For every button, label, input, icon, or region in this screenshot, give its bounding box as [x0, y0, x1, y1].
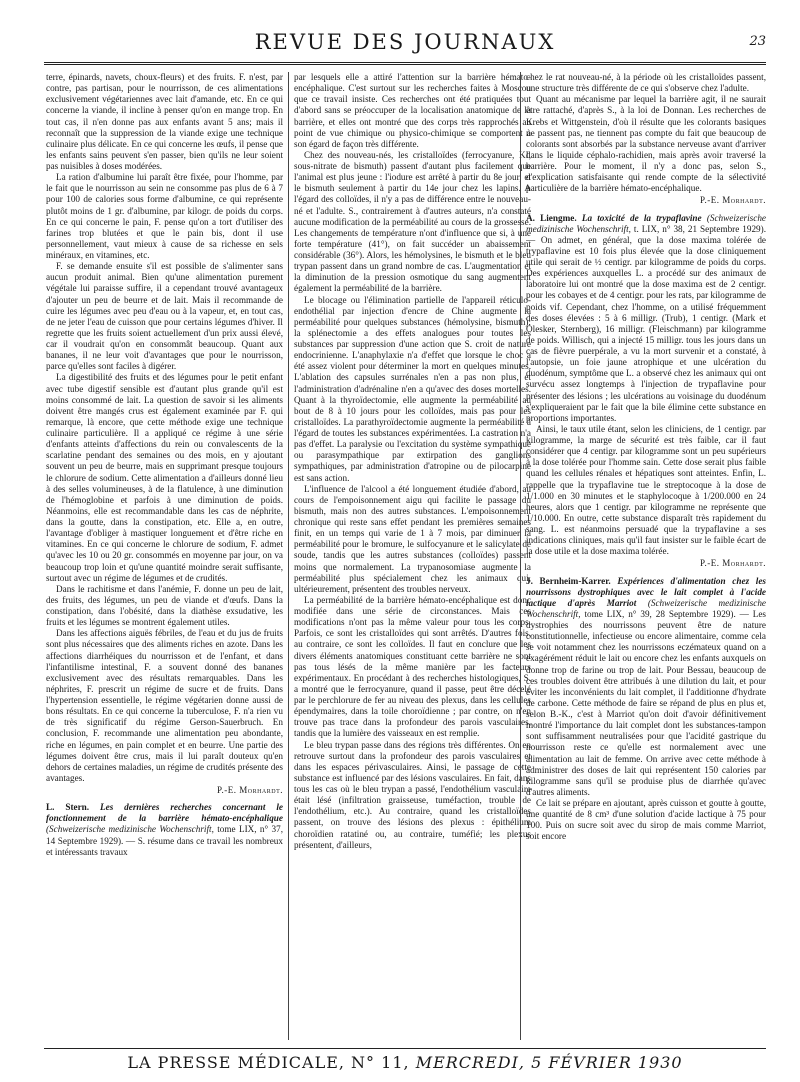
signature: P.-E. Morhardt. — [699, 558, 766, 569]
page-footer — [44, 1048, 766, 1073]
article-journal: (Schweizerische medizinische Wochenschrift, — [46, 824, 214, 835]
paragraph: L'influence de l'alcool a été longuement étudiée d'abord, au cours de l'empoisonnement aigu qui facilite le passage du bismuth, mais non des autres substances. L'empoisonnement chronique qui reste sans effet pendant les premières semaines finit, en un temps qui varie de 1 à 7 mois, par diminuer la perméabilité pour le bromure, le sulfocyanure et le salicylate de soude, tandis que les autres substances (colloïdes) passent moins que normalement. La trypanosomiase augmente la perméabilité plus spécialement chez les animaux qui, ultérieurement, présentent des troubles nerveux. — [294, 483, 531, 594]
paragraph: par lesquels elle a attiré l'attention sur la barrière hémato-encéphalique. C'est surtout sur les recherches faites à Moscou que ce travail insiste. Ces recherches ont été pratiquées tout d'abord sans se préoccuper de la localisation anatomique de la barrière, et elles ont montré que des corps très rapprochés au point de vue chimique ou physico-chimique se comportent à son égard de façon très différente. — [294, 72, 531, 149]
paragraph: Dans le rachitisme et dans l'anémie, F. donne un peu de lait, des fruits, des légumes, un peu de viande et d'œufs. Dans la constipation, dans l'obésité, dans la diathèse exsudative, les fruits et les légumes se montrent également utiles. — [46, 583, 283, 628]
paragraph: Le bleu trypan passe dans des régions très différentes. On en retrouve surtout dans la profondeur des parois vasculaires et dans les espaces périvasculaires. Ainsi, le passage de cette substance est influencé par des lésions vasculaires. En fait, dans tous les cas où le bleu trypan a passé, l'endothélium vasculaire était lésé (infiltration graisseuse, tuméfaction, trouble de l'endothélium, etc.). Au contraire, quand les cristalloïdes passent, on trouve des lésions des plexus : épithélium choroïdien ratatiné ou, au contraire, tuméfié; les plexus présentent, d'ailleurs, — [294, 739, 531, 850]
page-number: 23 — [749, 34, 766, 49]
article-body: t. LIX, n° 38, 21 Septembre 1929). — On admet, en général, que la dose maxima tolérée de trypaflavine est 10 fois plus élevée que la dose cliniquement utile qui serait de ½ centigr. par kilogramme de poids du corps. Des expériences auxquelles L. a procédé sur des animaux de laboratoire lui ont montré que la dose maxima est de 2 centigr. pour les cobayes et de 4 centigr. pour les rats, par kilogramme de poids vif. Cependant, chez l'homme, on a utilisé fréquemment des doses élevées : 5 à 6 milligr. (Trub), 1 centigr. (Mark et Olesker, Sternberg), 16 milligr. (Fleischmann) par kilogramme de poids. Willisch, qui a injecté 15 milligr. tous les jours dans un cas de fièvre puerpérale, a vu la mort survenir et a constaté, à l'autopsie, un foie jaune atrophique et une ulcération du duodénum, symptôme que L. a observé chez les animaux qui ont survécu assez longtemps à l'injection de trypaflavine pour présenter des lésions ; les ulcérations au voisinage du duodénum s'expliqueraient par le fait que la bile élimine cette substance en proportions importantes. — [526, 223, 766, 423]
paragraph: Ainsi, le taux utile étant, selon les cliniciens, de 1 centigr. par kilogramme, la marge de sécurité est très faible, car il faut considérer que 4 centigr. par kilogramme sont un peu supérieurs à la dose tolérée pour l'homme sain. Cette dose serait plus faible quand les cellules rénales et hépatiques sont atteintes. Enfin, L. rappelle que la trypaflavine tue le streptocoque à la dose de 1/1.000 en 30 minutes et le staphylocoque à 1/200.000 en 24 heures, alors que 1 centigr. par kilogramme ne représente que 1/10.000. En outre, cette substance disparaît très rapidement du sang. L. est néanmoins persuadé que la trypaflavine a ses indications cliniques, mais qu'il faut insister sur le faible écart de la dose utile et la dose maxima tolérée. — [526, 423, 766, 557]
paragraph: Le blocage ou l'élimination partielle de l'appareil réticulo-endothélial par injection d'encre de Chine augmente la perméabilité pour quelques substances (hémolysine, bismuth); la splénectomie a des effets analogues pour toutes les substances par suppression d'une action que S. croit de nature endocrinienne. L'anaphylaxie n'a d'effet que lorsque le choc a été assez violent pour déterminer la mort en quelques minutes. L'ablation des capsules surrénales n'en a pas non plus, et l'administration d'adrénaline n'en a qu'avec des doses mortelles. Quant à la thyroïdectomie, elle augmente la perméabilité au bout de 8 à 10 jours pour les colloïdes, mais pas pour les cristalloïdes. La parathyroïdectomie augmente la perméabilité à l'égard de toutes les substances expérimentées. La castration n'a pas d'effet. La paralysie ou l'excitation du système sympathique ou parasympathique par extirpation des ganglions sympathiques, par administration d'atropine ou de pilocarpine est sans action. — [294, 294, 531, 483]
paragraph: La ration d'albumine lui paraît être fixée, pour l'homme, par le fait que le nourrisson au sein ne consomme pas plus de 6 à 7 pour 100 de calories sous forme d'albumine, ce qui représente plutôt moins de 1 gr. d'albumine, par kilogr. de poids du corps. En ce qui concerne le pain, F. pense qu'on a tort d'utiliser des farines trop blutées et que le pain bis, dont il use personnellement, vaut mieux à cause de sa richesse en sels minéraux, en vitamines, etc. — [46, 172, 283, 260]
article-body: tome LIX, n° 37, 14 Septembre 1929). — S. résume dans ce travail les nombreux et intéressants travaux — [46, 824, 283, 857]
article-title: Les dernières recherches concernant le fonctionnement de la barrière hémato-encéphalique — [46, 802, 283, 824]
article-heading — [46, 802, 283, 858]
footer-date: MERCREDI, 5 FÉVRIER 1930 — [415, 1053, 683, 1072]
signature: P.-E. Morhardt. — [699, 195, 766, 206]
signature: P.-E. Morhardt. — [216, 785, 283, 795]
paragraph: Dans les affections aiguës fébriles, de l'eau et du jus de fruits sont plus nécessaires que des aliments riches en azote. Dans les affections diarrhéiques du nourrisson et de l'enfant, et dans l'infantilisme intestinal, F. a souvent donné des bananes exclusivement avec des résultats remarquables. Dans les néphrites, F. prescrit un régime de sucre et de fruits. Dans l'hypertension essentielle, le régime végétarien donne aussi de bons résultats. En ce qui concerne la tuberculose, F. n'a rien vu de très significatif du régime Gerson-Sauerbruch. En conclusion, F. recommande une alimentation peu abondante, riche en légumes, en pain complet et en beurre. Une partie des légumes doivent être crus, mais il lui paraît douteux qu'en dehors de certaines maladies, un régime de crudités présente des avantages. — [46, 628, 283, 783]
article-author: L. Stern. — [46, 802, 90, 813]
column-divider — [288, 72, 289, 1040]
paragraph: chez le rat nouveau-né, à la période où les cristalloïdes passent, une structure très différente de ce qui s'observe chez l'adulte. — [526, 72, 766, 94]
column-divider — [520, 72, 521, 1040]
paragraph: Ce lait se prépare en ajoutant, après cuisson et goutte à goutte, une quantité de 8 cm³ d'une solution d'acide lactique à 75 pour 100. Puis on sucre soit avec du sirop de mais comme Marriot, soit encore — [526, 798, 766, 842]
article-author: J. Bernheim-Karrer. — [526, 575, 611, 586]
article-title: La toxicité de la trypaflavine — [581, 212, 702, 223]
article-journal: (Schweizerische medizinische Wochenschrift, — [526, 597, 766, 619]
journal-section-title: REVUE DES JOURNAUX — [254, 30, 556, 54]
header-rule-thin — [44, 64, 766, 65]
page-header — [44, 18, 766, 62]
paragraph: Quant au mécanisme par lequel la barrière agit, il ne saurait être rattaché, d'après S., à la loi de Donnan. Les recherches de Krebs et Wittgenstein, d'où il résulte que les colorants basiques ne passent pas, ne tiennent pas compte du fait que beaucoup de colorants sont absorbés par la substance nerveuse avant d'arriver dans le liquide céphalo-rachidien, mais après avoir traversé la barrière. Pour le moment, il n'y a donc pas, selon S., d'explication satisfaisante qui rende compte de la sélectivité particulière de la barrière hémato-encéphalique. — [526, 94, 766, 194]
paragraph: F. se demande ensuite s'il est possible de s'alimenter sans aucun produit animal. Bien qu'une alimentation purement végétale lui paraisse suffire, il a cependant trouvé avantageux d'ajouter un peu de beurre et de lait. Mais il recommande de cuire les légumes avec peu d'eau ou à la vapeur, et, en tout cas, de ne jeter l'eau de cuisson que pour certains légumes d'hiver. Il regrette que les fruits soient actuellement d'un prix aussi élevé, car il voudrait qu'on en consommât beaucoup. Quant aux bananes, il ne leur voit d'avantages que pour le nourrisson, parce qu'elles sont faciles à digérer. — [46, 261, 283, 372]
article-journal: (Schweizerische medizinische Wochenschrift, — [526, 212, 766, 234]
paragraph: La digestibilité des fruits et des légumes pour le petit enfant avec tube digestif sensible est d'autant plus grande qu'il est moins consommé de lait. La question de savoir si les aliments doivent être mangés crus est également examinée par F. qui remarque, là encore, que cette méthode exige une technique culinaire particulière. Il a appliqué ce régime à une série d'enfants atteints d'affections du rein ou convalescents de la scarlatine pendant des semaines ou des mois, en y ajoutant souvent un peu de beurre, mais en supprimant presque toujours le chlorure de sodium. Cette alimentation a d'ailleurs donné lieu à des selles volumineuses, à de la flatulence, à une diminution de l'hémoglobine et parfois à une diminution de poids. Néanmoins, elle est recommandable dans les cas de néphrite, dans la goutte, dans la constipation, etc. Elle a, en outre, l'avantage d'obliger à mastiquer longuement et d'être riche en vitamines. En ce qui concerne le chlorure de sodium, F. admet qu'avec les 10 ou 20 gr. consommés en moyenne par jour, on va beaucoup trop loin et qu'une quantité moindre serait suffisante, surtout avec un régime de légumes et de crudités. — [46, 372, 283, 583]
article-author: A. Liengme. — [526, 212, 577, 223]
article-heading — [526, 213, 766, 424]
header-rule — [44, 62, 766, 63]
paragraph: Chez des nouveau-nés, les cristalloïdes (ferrocyanure, KI, sous-nitrate de bismuth) passent d'autant plus facilement que l'animal est plus jeune : l'iodure est arrêté à partir du 8e jour, et le bismuth seulement à partir du 14e jour chez les lapins. A l'égard des colloïdes, il n'y a pas de différence entre le nouveau-né et l'adulte. S., contrairement à d'autres auteurs, n'a constaté aucune modification de la perméabilité au cours de la grossesse. Les changements de température n'ont d'influence que si, à une forte température (41°), on fait succéder un abaissement considérable (36°). Alors, les hémolysines, le bismuth et le bleu trypan passent dans un grand nombre de cas. L'augmentation et la diminution de la pression osmotique du sang augmentent également la perméabilité de la barrière. — [294, 149, 531, 294]
column-2 — [294, 72, 531, 1040]
column-1 — [46, 72, 283, 1040]
paragraph: terre, épinards, navets, choux-fleurs) et des fruits. F. n'est, par contre, pas partisan, pour le nourrisson, de ces alimentations exclusivement végétariennes avec lait d'amande, etc. En ce qui concerne la viande, il incline à penser qu'on en mange trop. En tout cas, il n'en donne pas aux enfants avant 5 ans; mais il reconnaît que la suppression de la viande exige une technique culinaire plus délicate. En ce qui concerne les œufs, il pense que les enfants sains peuvent s'en passer, bien qu'ils ne leur soient pas nuisibles à doses modérées. — [46, 72, 283, 171]
footer-line — [44, 1053, 766, 1072]
article-body: tome LIX, n° 39, 28 Septembre 1929). — Les dystrophies des nourrissons peuvent être de nature constitutionnelle, infectieuse ou encore alimentaire, comme cela se voit notamment chez les nourrissons eczémateux quand on a exagérément réduit le lait ou encore chez les enfants auxquels on donne trop de farine ou trop de lait. Pour Bessau, beaucoup de ces troubles doivent être attribués à une dilution du lait, et pour éviter les inconvénients du lait complet, il l'additionne d'hydrate de carbone. Cette méthode de faire se répand de plus en plus et, selon B.-K., c'est à Marriot qu'on doit d'avoir définitivement montré l'importance du lait complet dont les substances-tampon sont suffisamment neutralisées pour que l'acidité gastrique du nourrisson reste ce qu'elle est normalement avec une alimentation au lait de femme. On arrive avec cette méthode à administrer des doses de lait qui représentent 150 calories par kilogramme sans qu'il se produise plus de diarrhée qu'avec d'autres aliments. — [526, 608, 766, 797]
paragraph: La perméabilité de la barrière hémato-encéphalique est donc modifiée dans une série de circonstances. Mais ces modifications n'ont pas la même valeur pour tous les corps. Parfois, ce sont les cristalloïdes qui sont arrêtés. D'autres fois, au contraire, ce sont les colloïdes. Il faut en conclure que les divers éléments anatomiques constituant cette barrière ne sont pas tous lésés de la même manière par les facteurs expérimentaux. En procédant à des recherches histologiques, S. a montré que le ferrocyanure, quand il passe, peut être décelé par le perchlorure de fer au niveau des plexus, dans les cellules épendymaires, dans la toile choroïdienne ; par contre, on n'en trouve pas trace dans la profondeur des parois vasculaires, tandis que la lumière des vaisseaux en est remplie. — [294, 594, 531, 739]
article-title: Expériences d'alimentation chez les nourrissons dystrophiques avec le lait complet à l'acide lactique d'après Marriot — [526, 575, 766, 608]
footer-journal: LA PRESSE MÉDICALE, N° 11, — [127, 1053, 410, 1072]
column-3 — [526, 72, 766, 1040]
article-heading — [526, 576, 766, 799]
